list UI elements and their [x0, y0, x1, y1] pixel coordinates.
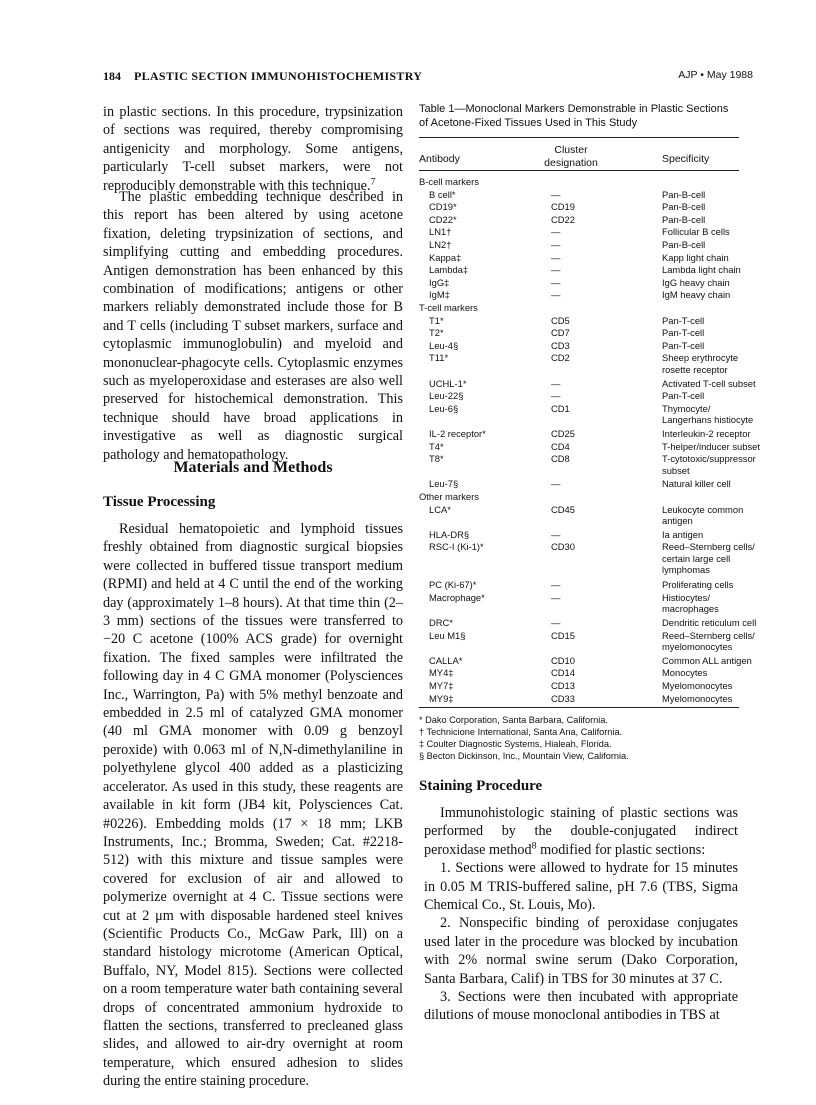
cluster-cell: CD19	[551, 201, 575, 213]
table-caption: Table 1—Monoclonal Markers Demonstrable in Plastic Sections of Acetone-Fixed Tissues Used in This Study	[419, 103, 729, 129]
specificity-line: Dendritic reticulum cell	[662, 617, 757, 628]
cluster-cell: —	[551, 478, 561, 490]
antibody-cell: LCA*	[429, 503, 451, 515]
specificity-line: Common ALL antigen	[662, 654, 752, 666]
cluster-cell: —	[551, 264, 561, 276]
specificity-cell	[662, 440, 760, 453]
specificity-cell	[662, 390, 742, 402]
cluster-cell: CD5	[551, 314, 570, 326]
table-bottom-rule	[419, 707, 739, 708]
specificity-cell	[662, 289, 742, 301]
specificity-cell	[662, 239, 742, 251]
antibody-cell: MY4‡	[429, 667, 454, 679]
specificity-cell	[662, 352, 742, 375]
antibody-cell: MY9‡	[429, 692, 454, 704]
cluster-cell: CD1	[551, 402, 570, 414]
specificity-line: Kapp light chain	[662, 251, 729, 263]
specificity-cell	[662, 402, 754, 426]
antibody-cell: IgG‡	[429, 276, 450, 288]
specificity-cell	[662, 189, 742, 201]
antibody-cell: Leu-6§	[429, 402, 459, 414]
specificity-cell	[662, 680, 742, 692]
specificity-line: Lambda light chain	[662, 264, 741, 276]
specificity-line: Interleukin-2 receptor	[662, 428, 751, 439]
antibody-cell: LN1†	[429, 226, 452, 238]
specificity-cell	[662, 277, 742, 289]
specificity-line: Pan-B-cell	[662, 239, 706, 250]
table-header-rule	[419, 170, 739, 171]
cluster-cell: CD33	[551, 692, 575, 704]
specificity-line: Monocytes	[662, 667, 708, 679]
specificity-line: Leukocyte common	[662, 503, 744, 515]
specificity-line: Pan-B-cell	[662, 188, 706, 200]
antibody-cell: Leu-4§	[429, 339, 459, 351]
antibody-cell: IgM‡	[429, 289, 450, 301]
specificity-cell	[662, 264, 742, 276]
specificity-line: lymphomas	[662, 564, 710, 576]
antibody-cell: Leu M1§	[429, 629, 466, 641]
specificity-cell	[662, 201, 742, 213]
antibody-cell: CD19*	[429, 201, 457, 213]
intro-paragraph: in plastic sections. In this procedure, trypsinization of sections was required, thereby compromising antigenicity and morphology. Some antigens, particularly T-cell subset markers, were not reproducibly demonstrable with this technique.$^7$	[103, 104, 403, 194]
section-label: B-cell markers	[419, 176, 479, 187]
cluster-cell: CD14	[551, 667, 575, 679]
specificity-line: Follicular B cells	[662, 226, 730, 238]
specificity-cell	[662, 693, 742, 705]
specificity-line: Sheep erythrocyte	[662, 352, 739, 364]
antibody-cell: B cell*	[429, 188, 456, 200]
cluster-cell: —	[551, 226, 561, 238]
specificity-cell	[662, 617, 757, 629]
specificity-cell	[662, 667, 742, 679]
antibody-cell: PC (Ki-67)*	[429, 579, 477, 591]
specificity-line: Natural killer cell	[662, 478, 731, 490]
antibody-cell: Kappa‡	[429, 251, 462, 263]
specificity-line: Reed–Sternberg cells/	[662, 629, 755, 641]
cluster-cell: CD15	[551, 629, 575, 641]
specificity-line: Pan-T-cell	[662, 390, 705, 402]
page-header	[103, 69, 753, 89]
antibody-cell: IL-2 receptor*	[429, 428, 486, 439]
specificity-cell	[662, 428, 751, 440]
section-label: Other markers	[419, 491, 479, 502]
subheading-tissue-processing: Tissue Processing	[103, 494, 216, 510]
col-header-specificity: Specificity	[662, 153, 710, 165]
cluster-cell: CD7	[551, 327, 570, 339]
cluster-cell: CD30	[551, 541, 575, 553]
specificity-line: antigen	[662, 515, 693, 527]
col-header-cluster: Cluster designation	[544, 144, 598, 169]
specificity-cell	[662, 340, 742, 352]
staining-intro: Immunohistologic staining of plastic sections was performed by the double-conjugated indirect peroxidase method$^8$ modified for plastic sections:	[424, 805, 738, 858]
specificity-line: IgG heavy chain	[662, 276, 730, 288]
cluster-cell: CD22	[551, 213, 575, 225]
specificity-line: certain large cell	[662, 552, 731, 564]
table-footnote: * Dako Corporation, Santa Barbara, California.	[419, 715, 608, 726]
cluster-cell: CD3	[551, 339, 570, 351]
specificity-cell	[662, 541, 755, 576]
antibody-cell: T11*	[429, 352, 449, 364]
cluster-cell: CD10	[551, 654, 575, 666]
cluster-cell: —	[551, 239, 561, 250]
antibody-cell: T8*	[429, 453, 444, 465]
specificity-line: Pan-B-cell	[662, 201, 706, 213]
section-heading: Materials and Methods	[173, 459, 333, 476]
antibody-cell: T2*	[429, 327, 444, 339]
step-3: 3. Sections were then incubated with appropriate dilutions of mouse monoclonal antibodies in TBS at	[424, 989, 738, 1024]
specificity-cell	[662, 226, 742, 238]
specificity-line: Ia antigen	[662, 528, 704, 540]
cluster-cell: —	[551, 188, 561, 200]
cluster-cell: CD45	[551, 503, 575, 515]
antibody-cell: CALLA*	[429, 654, 463, 666]
antibody-cell: HLA-DR§	[429, 528, 470, 540]
specificity-line: Reed–Sternberg cells/	[662, 541, 755, 553]
body-paragraph: The plastic embedding technique described in this report has been altered by using acetone fixation, deleting trypsinization of sections, and simplifying cutting and embedding procedures. Antigen demonstration has been enhanced by this combination of modifications; antigens or other markers reliably demonstrated include those for B and T cells (including T subset markers, surface and cytoplasmic immunoglobulin) and myeloid and mononuclear-phagocyte cells. Cytoplasmic enzymes such as myeloperoxidase and esterases are also well preserved for histochemical demonstration. This technique should have broad applications in investigative as well as diagnostic surgical pathology and hematopathology.	[103, 189, 403, 463]
specificity-line: IgM heavy chain	[662, 289, 731, 301]
specificity-cell	[662, 579, 742, 591]
specificity-cell	[662, 654, 752, 667]
antibody-cell: MY7‡	[429, 680, 454, 691]
specificity-line: Activated T-cell subset	[662, 377, 756, 389]
specificity-line: T-cytotoxic/suppressor	[662, 453, 756, 465]
cluster-cell: —	[551, 579, 561, 591]
methods-paragraph: Residual hematopoietic and lymphoid tissues freshly obtained from diagnostic surgical biopsies were collected in buffered tissue transport medium (RPMI) and held at 4 C until the end of the working day (approximately 1–8 hours). At that time thin (2–3 mm) sections of the tissues were transferred to −20 C acetone (100% ACS grade) for overnight fixation. The fixed samples were infiltrated the following day in 4 C GMA monomer (Polysciences Inc., Warrington, Pa) with 5% methyl benzoate and embedded in 2.5 ml of catalyzed GMA monomer (40 ml GMA monomer with 0.09 g benzoyl peroxide) with 0.063 ml of N,N-dimethylaniline in polyethylene glycol 400 added as a plasticizing accelerator. As used in this study, these reagents are available in kit form (JB4 kit, Polysciences Cat. #0226). Embedding molds (17 × 18 mm; LKB Instruments, Inc.; Bromma, Sweden; Cat. #2218-512) with this mixture and tissue samples were covered for exclusion of air and allowed to polymerize overnight at 4 C. Tissue sections were cut at 2 μm with disposable hardened steel knives (Scientific Products Co., McGaw Park, Ill) on a standard histology microtome (American Optical, Buffalo, NY, Model 815). Sections were collected on a room temperature water bath containing several drops of concentrated ammonium hydroxide to flatten the sections, transferred to precleaned glass slides, and allowed to air-dry overnight at room temperature, which ensured adhesion to slides during the entire staining procedure.	[103, 521, 403, 1090]
specificity-line: Thymocyte/	[662, 402, 711, 414]
antibody-cell: UCHL-1*	[429, 377, 467, 389]
specificity-line: Pan-T-cell	[662, 339, 705, 351]
specificity-line: Pan-B-cell	[662, 213, 706, 225]
antibody-cell: CD22*	[429, 213, 457, 225]
cluster-cell: CD8	[551, 453, 570, 465]
specificity-cell	[662, 592, 742, 615]
journal-issue: AJP • May 1988	[678, 69, 753, 81]
table-footnote: ‡ Coulter Diagnostic Systems, Hialeah, Florida.	[419, 739, 612, 750]
specificity-line: T-helper/inducer subset	[662, 440, 760, 452]
cluster-cell: —	[551, 251, 561, 263]
antibody-cell: Leu-22§	[429, 390, 464, 402]
cluster-cell: —	[551, 617, 561, 628]
cluster-cell: —	[551, 377, 561, 389]
cluster-cell: CD25	[551, 428, 575, 439]
specificity-line: myelomonocytes	[662, 641, 733, 653]
antibody-cell: T4*	[429, 440, 444, 452]
specificity-line: Proliferating cells	[662, 579, 734, 591]
antibody-cell: Macrophage*	[429, 591, 485, 603]
specificity-cell	[662, 453, 756, 476]
subheading-staining-procedure: Staining Procedure	[419, 778, 543, 794]
specificity-line: Myelomonocytes	[662, 692, 733, 704]
table-top-rule	[419, 137, 739, 138]
specificity-cell	[662, 315, 742, 327]
specificity-cell	[662, 252, 742, 264]
specificity-cell	[662, 529, 742, 541]
table-footnote: † Technicione International, Santa Ana, California.	[419, 727, 623, 738]
specificity-line: macrophages	[662, 603, 719, 615]
specificity-line: Histiocytes/	[662, 591, 710, 603]
page-number: 184	[103, 69, 121, 83]
antibody-cell: T1*	[429, 314, 444, 326]
running-title: PLASTIC SECTION IMMUNOHISTOCHEMISTRY	[134, 69, 423, 83]
specificity-cell	[662, 214, 742, 226]
antibody-cell: Leu-7§	[429, 478, 459, 490]
section-label: T-cell markers	[419, 302, 478, 313]
col-header-antibody: Antibody	[419, 153, 460, 165]
cluster-cell: CD4	[551, 440, 570, 452]
cluster-cell: —	[551, 276, 561, 288]
antibody-cell: RSC-I (Ki-1)*	[429, 541, 484, 553]
specificity-line: Langerhans histiocyte	[662, 414, 754, 426]
cluster-cell: CD13	[551, 680, 575, 691]
specificity-line: Myelomonocytes	[662, 680, 733, 691]
specificity-line: Pan-T-cell	[662, 314, 705, 326]
cluster-cell: CD2	[551, 352, 570, 364]
specificity-cell	[662, 478, 742, 490]
cluster-cell: —	[551, 591, 561, 603]
table-footnote: § Becton Dickinson, Inc., Mountain View, California.	[419, 751, 629, 762]
specificity-line: subset	[662, 464, 690, 476]
specificity-cell	[662, 327, 742, 339]
antibody-cell: LN2†	[429, 239, 452, 250]
antibody-cell: DRC*	[429, 617, 453, 628]
cluster-cell: —	[551, 289, 561, 301]
specificity-line: rosette receptor	[662, 363, 728, 375]
specificity-cell	[662, 504, 742, 527]
staining-text	[424, 804, 738, 1025]
specificity-cell	[662, 629, 755, 653]
cluster-cell: —	[551, 390, 561, 402]
antibody-cell: Lambda‡	[429, 264, 469, 276]
specificity-line: Pan-T-cell	[662, 327, 705, 339]
step-1: 1. Sections were allowed to hydrate for 15 minutes in 0.05 M TRIS-buffered saline, pH 7.6 (TBS, Sigma Chemical Co., St. Louis, Mo).	[424, 860, 738, 914]
step-2: 2. Nonspecific binding of peroxidase conjugates used later in the procedure was blocked by incubation with 2% normal swine serum (Dako Corporation, Santa Barbara, Calif) in TBS for 30 minutes at 37 C.	[424, 915, 738, 987]
cluster-cell: —	[551, 528, 561, 540]
specificity-cell	[662, 377, 756, 390]
